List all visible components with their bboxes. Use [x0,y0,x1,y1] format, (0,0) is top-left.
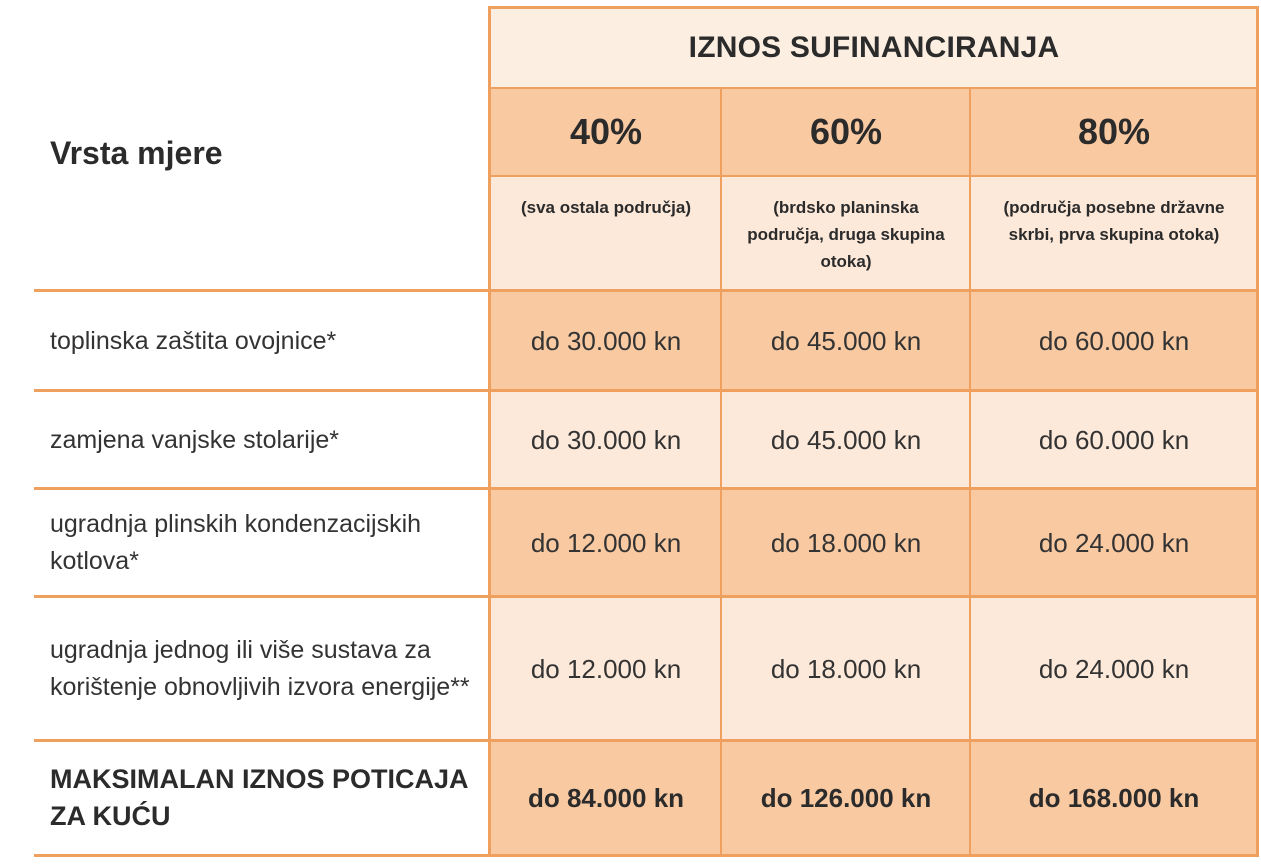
value-cell: do 12.000 kn [490,490,722,596]
column-note-60: (brdsko planinska područja, druga skupina otoka) [722,176,970,290]
value-cell: do 45.000 kn [722,292,970,390]
grid-line [34,389,1259,392]
row-label-header: Vrsta mjere [50,134,223,171]
grid-line [488,6,1259,9]
grid-line [34,595,1259,598]
grid-line [34,487,1259,490]
column-percent-40: 40% [490,88,722,176]
value-cell: do 18.000 kn [722,490,970,596]
row-label: zamjena vanjske stolarije* [50,425,340,454]
row-label: ugradnja jednog ili više sustava za korištenje obnovljivih izvora energije** [50,636,470,701]
grid-line [488,6,491,856]
row-label: toplinska zaštita ovojnice* [50,326,337,355]
value-cell: do 18.000 kn [722,598,970,740]
value-cell: do 60.000 kn [970,292,1258,390]
total-label: MAKSIMALAN IZNOS POTICAJA ZA KUĆU [50,764,468,831]
total-value: do 168.000 kn [970,742,1258,854]
header-title: IZNOS SUFINANCIRANJA [490,8,1258,88]
value-cell: do 60.000 kn [970,392,1258,488]
value-cell: do 12.000 kn [490,598,722,740]
total-value: do 126.000 kn [722,742,970,854]
column-note-40: (sva ostala područja) [490,176,722,290]
column-percent-80: 80% [970,88,1258,176]
total-value: do 84.000 kn [490,742,722,854]
grid-line [488,87,1259,89]
value-cell: do 45.000 kn [722,392,970,488]
row-label: ugradnja plinskih kondenzacijskih kotlova* [50,510,422,575]
value-cell: do 30.000 kn [490,392,722,488]
column-percent-60: 60% [722,88,970,176]
grid-line [1256,6,1259,856]
value-cell: do 30.000 kn [490,292,722,390]
grid-line [488,175,1259,177]
column-note-80: (područja posebne državne skrbi, prva skupina otoka) [970,176,1258,290]
value-cell: do 24.000 kn [970,490,1258,596]
grid-line [34,289,1259,292]
value-cell: do 24.000 kn [970,598,1258,740]
grid-line [34,854,1259,857]
grid-line [34,739,1259,742]
